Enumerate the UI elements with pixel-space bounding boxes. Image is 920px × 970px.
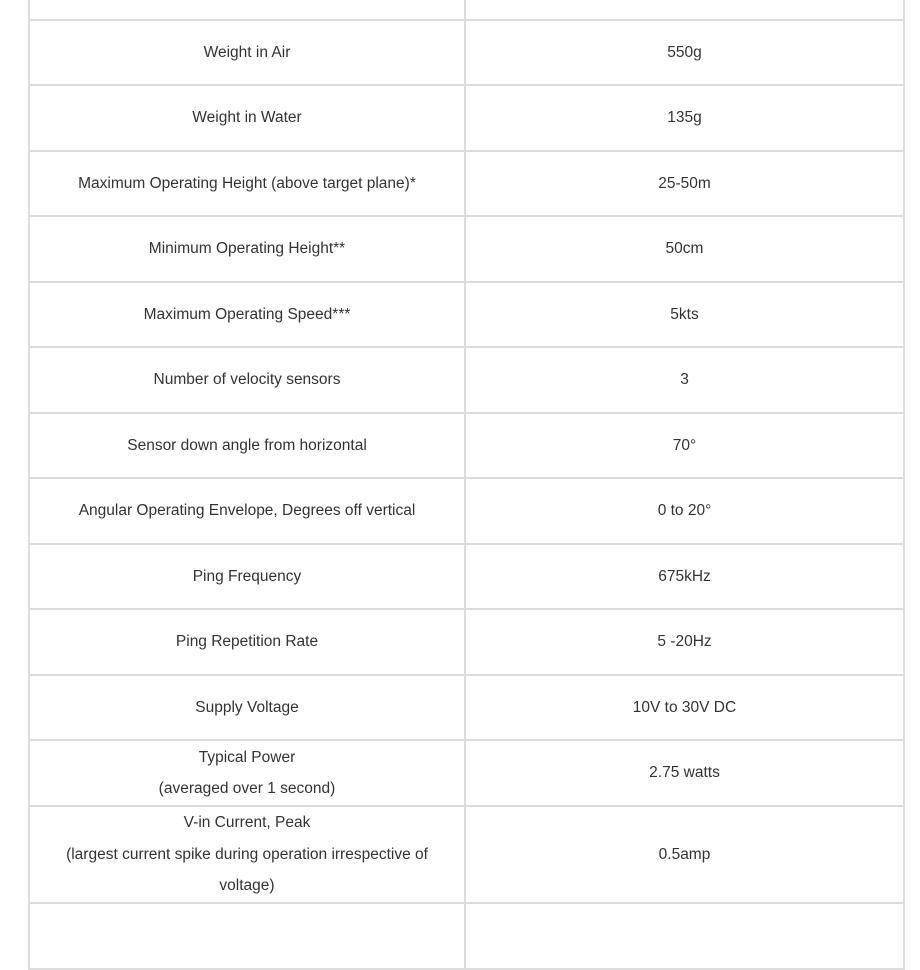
spec-value: 50cm — [465, 216, 904, 282]
spec-label: Number of velocity sensors — [29, 347, 465, 413]
spec-value: 5kts — [465, 282, 904, 348]
table-row — [29, 478, 904, 544]
vin-current-label: V-in Current, Peak — [183, 814, 311, 832]
table-row — [29, 20, 904, 86]
table-row — [29, 609, 904, 675]
spec-value: 0.5amp — [465, 806, 904, 903]
spec-value: 675kHz — [465, 544, 904, 610]
spec-label-cell — [29, 0, 465, 20]
specifications-table — [28, 0, 905, 970]
spec-label: Supply Voltage — [29, 675, 465, 741]
spec-value: 135g — [465, 85, 904, 151]
spec-value-cell — [465, 0, 904, 20]
table-row — [29, 216, 904, 282]
spec-label: Maximum Operating Speed*** — [29, 282, 465, 348]
table-row — [29, 544, 904, 610]
spec-label-cell — [29, 903, 465, 969]
spec-label — [29, 740, 465, 806]
spec-label: Ping Frequency — [29, 544, 465, 610]
spec-value: 2.75 watts — [465, 740, 904, 806]
table-row — [29, 740, 904, 806]
spec-value-cell — [465, 903, 904, 969]
table-row — [29, 903, 904, 969]
table-row — [29, 0, 904, 20]
spec-label: Angular Operating Envelope, Degrees off vertical — [29, 478, 465, 544]
spec-label: Weight in Water — [29, 85, 465, 151]
spec-value: 10V to 30V DC — [465, 675, 904, 741]
spec-label: Weight in Air — [29, 20, 465, 86]
spec-label: Sensor down angle from horizontal — [29, 413, 465, 479]
vin-current-note: (largest current spike during operation irrespective of — [66, 845, 428, 863]
spec-label: Minimum Operating Height** — [29, 216, 465, 282]
table-row — [29, 675, 904, 741]
spec-value: 550g — [465, 20, 904, 86]
vin-current-note-cont: voltage) — [219, 877, 275, 895]
spec-value: 5 -20Hz — [465, 609, 904, 675]
table-row — [29, 413, 904, 479]
typical-power-label: Typical Power — [198, 748, 296, 766]
table-row — [29, 282, 904, 348]
spec-label: Ping Repetition Rate — [29, 609, 465, 675]
spec-value: 25-50m — [465, 151, 904, 217]
spec-value: 70° — [465, 413, 904, 479]
table-row — [29, 151, 904, 217]
table-row — [29, 347, 904, 413]
table-row — [29, 85, 904, 151]
spec-label: Maximum Operating Height (above target plane)* — [29, 151, 465, 217]
spec-value: 0 to 20° — [465, 478, 904, 544]
typical-power-note: (averaged over 1 second) — [158, 780, 336, 797]
table-row — [29, 806, 904, 903]
spec-value: 3 — [465, 347, 904, 413]
spec-label — [29, 806, 465, 903]
